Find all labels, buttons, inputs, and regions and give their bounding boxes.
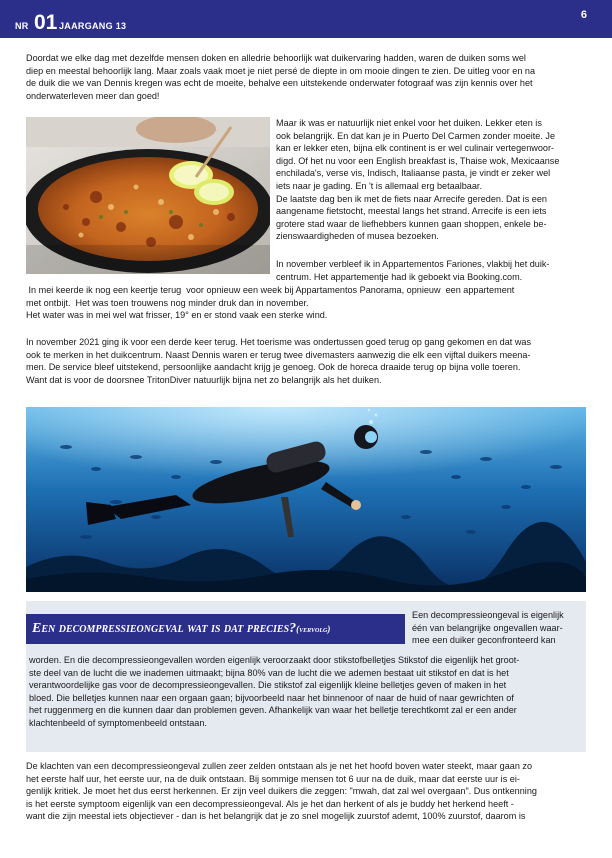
info-box-title <box>26 614 405 644</box>
text-line: het eerste half uur, het eerste uur, na de duik ontstaan. Bij sommige mensen tot 6 uur na de duik, maar dat eerste uur is ei- <box>26 773 520 784</box>
text-line: Het water was in mei wel wat frisser, 19° en er stond vaak een sterke wind. <box>26 310 328 321</box>
text-line: In mei keerde ik nog een keertje terug voor opnieuw een week bij Appartamentos Panorama, opnieuw een appartement <box>26 285 515 295</box>
intro-paragraph <box>26 52 586 102</box>
text-line: het ruggenmerg en die kunnen daar dan problemen geven. Afhankelijk van waar het belletje terechtkomt zal er een ander <box>29 705 517 716</box>
text-line: Maar ik was er natuurlijk niet enkel voor het duiken. Lekker eten is <box>276 118 542 128</box>
text-line: genlijk kritiek. Je moet het dus eerst herkennen. Er zijn veel duikers die zeggen: "mwah, dat zal wel overgaan". Dus ontkenning <box>26 786 537 797</box>
text-line: grotere stad waar de liefhebbers kunnen gaan shoppen, enkele be- <box>276 218 547 229</box>
text-line: met ontbijt. Het was toen trouwens nog minder druk dan in november. <box>26 297 309 308</box>
text-line: Doordat we elke dag met dezelfde mensen doken en alledrie behoorlijk wat duikervaring hadden, waren de duiken soms wel <box>26 53 526 63</box>
text-line: enchilada's, verse vis, Indisch, Italiaanse pasta, je vindt er zeker wel <box>276 168 551 179</box>
text-line: want die zijn meestal iets objectiever - dan is het belangrijk dat je zo snel mogelijk zuurstof ademt, 100% zuurstof, daarom is <box>26 811 526 822</box>
text-line: één van belangrijke ongevallen waar- <box>412 622 563 633</box>
food-paragraph <box>276 117 586 243</box>
text-line: De klachten van een decompressieongeval zullen zeer zelden ontstaan als je net het hoofd boven water steekt, maar gaan zo <box>26 761 533 771</box>
text-line: zienswaardigheden of musea bezoeken. <box>276 231 439 242</box>
text-line: diep en meestal behoorlijk lang. Maar zoals vaak moet je niet persé de diepte in om mooie dingen te zien. De uitleg voor en na <box>26 65 536 76</box>
text-line: ook belangrijk. En dat kan je in Puerto Del Carmen zonder moeite. Je <box>276 130 556 141</box>
may-paragraph <box>26 284 586 322</box>
text-line: mee een duiker geconfronteerd kan <box>412 635 556 646</box>
info-box-intro <box>412 609 584 647</box>
text-line: In november verbleef ik in Appartementos Fariones, vlakbij het duik- <box>276 259 550 269</box>
text-line: In november 2021 ging ik voor een derde keer terug. Het toerisme was ondertussen goed terug op gang gekomen en dat was <box>26 337 532 347</box>
text-line: de duik die we van Dennis kregen was echt de moeite, behalve een uitstekende onderwater fotograaf was zijn kennis over het <box>26 78 533 89</box>
third-trip-paragraph <box>26 336 586 386</box>
closing-paragraph <box>26 760 586 823</box>
text-line: iets naar je gading. En 't is allemaal erg betaalbaar. <box>276 180 482 191</box>
info-box-title-suffix: (vervolg) <box>296 624 331 634</box>
page-number: 6 <box>580 9 587 21</box>
page-header <box>0 0 612 38</box>
text-line: aangename fietstocht, meestal langs het strand. Arrecife is een iets <box>276 206 547 217</box>
text-line: ste deel van de lucht die we inademen uitmaakt; bijna 80% van de lucht die we ademen bestaat uit stikstof en dat is het <box>29 667 509 678</box>
text-line: verantwoordelijke gas voor de decompressieongevallen. Die stikstof zal eigenlijk kleine belletjes geven of maken in het <box>29 680 507 691</box>
text-line: centrum. Het appartementje had ik geboekt via Booking.com. <box>276 271 523 282</box>
text-line: Een decompressieongeval is eigenlijk <box>412 610 564 620</box>
text-line: digd. Of het nu voor een English breakfast is, Thaise wok, Mexicaanse <box>276 155 560 166</box>
info-box-body <box>29 654 583 730</box>
paella-photo <box>26 117 270 274</box>
text-line: is het eerste symptoom eigenlijk van een decompressieongeval. Als je het dan herkent of als je buddy het herkend heeft - <box>26 798 514 809</box>
text-line: ook te merken in het duikcentrum. Naast Dennis waren er terug twee divemasters aanwezig die elk een vijftal duikers meena- <box>26 349 531 360</box>
text-line: Want dat is voor de doorsnee TritonDiver natuurlijk bijna net zo belangrijk als het duiken. <box>26 374 382 385</box>
text-line: bloed. Die belletjes kunnen naar een orgaan gaan; bijvoorbeeld naar het binnenoor of naar de huid of naar gewrichten of <box>29 692 514 703</box>
info-box-title-text: Een decompressieongeval wat is dat precies? <box>32 621 297 636</box>
volume-label: JAARGANG 13 <box>59 21 127 31</box>
text-line: onderwaterleven meer dan goed! <box>26 90 160 101</box>
november-paragraph <box>276 258 586 283</box>
text-line: De laatste dag ben ik met de fiets naar Arrecife gereden. Dat is een <box>276 193 547 204</box>
diver-photo <box>26 407 586 592</box>
issue-label: NR <box>15 21 29 31</box>
text-line: klachtenbeeld of symptomenbeeld ontstaan. <box>29 717 207 728</box>
issue-number: 01 <box>34 11 58 34</box>
text-line: worden. En die decompressieongevallen worden eigenlijk veroorzaakt door stikstofbelletjes Stikstof die eigenlijk het groot- <box>29 655 520 665</box>
text-line: men. De service bleef uitstekend, persoonlijke aandacht krijg je genoeg. Ook de horeca draaide terug op bijna volle toeren. <box>26 362 521 373</box>
text-line: kan er lekker eten, bijna elk continent is er wel culinair vertegenwoor- <box>276 143 555 154</box>
